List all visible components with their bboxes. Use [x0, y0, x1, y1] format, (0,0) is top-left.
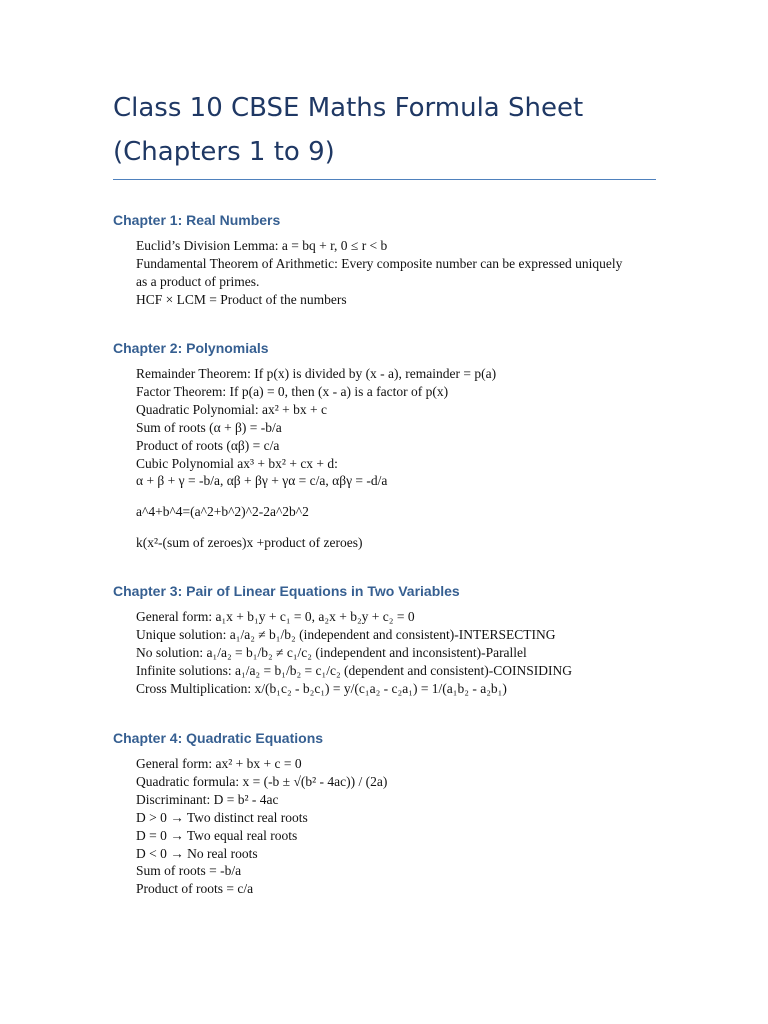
page-title	[113, 86, 673, 174]
formula-line: Product of roots (αβ) = c/a	[136, 437, 280, 453]
formula-line: HCF × LCM = Product of the numbers	[136, 291, 347, 307]
formula-line: Unique solution: a₁/a₂ ≠ b₁/b₂ (independent and consistent)-INTERSECTING	[136, 626, 556, 642]
formula-line: General form: ax² + bx + c = 0	[136, 756, 302, 771]
formula-line: Euclid’s Division Lemma: a = bq + r, 0 ≤ r < b	[136, 238, 388, 253]
formula-line: Remainder Theorem: If p(x) is divided by (x - a), remainder = p(a)	[136, 366, 497, 381]
title-line-2: (Chapters 1 to 9)	[113, 137, 335, 167]
chapter-2-heading: Chapter 2: Polynomials	[113, 340, 269, 356]
formula-line: k(x²-(sum of zeroes)x +product of zeroes)	[136, 535, 363, 551]
chapter-4-formulas	[136, 755, 673, 898]
chapter-3-section	[113, 581, 673, 698]
formula-line: D > 0 → Two distinct real roots	[136, 809, 308, 825]
formula-line: a^4+b^4=(a^2+b^2)^2-2a^2b^2	[136, 504, 309, 520]
formula-line: D = 0 → Two equal real roots	[136, 827, 298, 843]
formula-line: Sum of roots = -b/a	[136, 863, 242, 879]
formula-line: Sum of roots (α + β) = -b/a	[136, 419, 282, 435]
formula-line: Cross Multiplication: x/(b₁c₂ - b₂c₁) = y/(c₁a₂ - c₂a₁) = 1/(a₁b₂ - a₂b₁)	[136, 680, 507, 696]
chapter-1-heading: Chapter 1: Real Numbers	[113, 212, 281, 228]
formula-line: D < 0 → No real roots	[136, 845, 258, 861]
formula-line: Cubic Polynomial ax³ + bx² + cx + d:	[136, 455, 338, 471]
chapter-3-formulas	[136, 608, 673, 698]
title-line-1: Class 10 CBSE Maths Formula Sheet	[113, 93, 584, 123]
chapter-1-formulas	[136, 237, 673, 309]
formula-line: Factor Theorem: If p(a) = 0, then (x - a) is a factor of p(x)	[136, 383, 449, 399]
formula-line: Product of roots = c/a	[136, 881, 254, 897]
chapter-1-section	[113, 210, 673, 309]
chapter-4-heading: Chapter 4: Quadratic Equations	[113, 730, 324, 746]
chapter-3-heading: Chapter 3: Pair of Linear Equations in Two Variables	[113, 583, 460, 599]
chapter-2-section	[113, 338, 673, 552]
chapter-4-section	[113, 728, 673, 898]
formula-line: General form: a₁x + b₁y + c₁ = 0, a₂x + b₂y + c₂ = 0	[136, 609, 415, 624]
title-divider	[113, 179, 656, 180]
formula-line: Quadratic formula: x = (-b ± √(b² - 4ac)) / (2a)	[136, 773, 388, 789]
chapter-2-formulas	[136, 365, 673, 552]
formula-line: α + β + γ = -b/a, αβ + βγ + γα = c/a, αβγ = -d/a	[136, 473, 388, 489]
formula-line: Infinite solutions: a₁/a₂ = b₁/b₂ = c₁/c₂ (dependent and consistent)-COINSIDING	[136, 662, 573, 678]
formula-line: Discriminant: D = b² - 4ac	[136, 791, 279, 807]
formula-line: No solution: a₁/a₂ = b₁/b₂ ≠ c₁/c₂ (independent and inconsistent)-Parallel	[136, 644, 527, 660]
formula-line: Fundamental Theorem of Arithmetic: Every composite number can be expressed uniquely as a product of primes.	[136, 255, 623, 289]
formula-line: Quadratic Polynomial: ax² + bx + c	[136, 401, 327, 417]
